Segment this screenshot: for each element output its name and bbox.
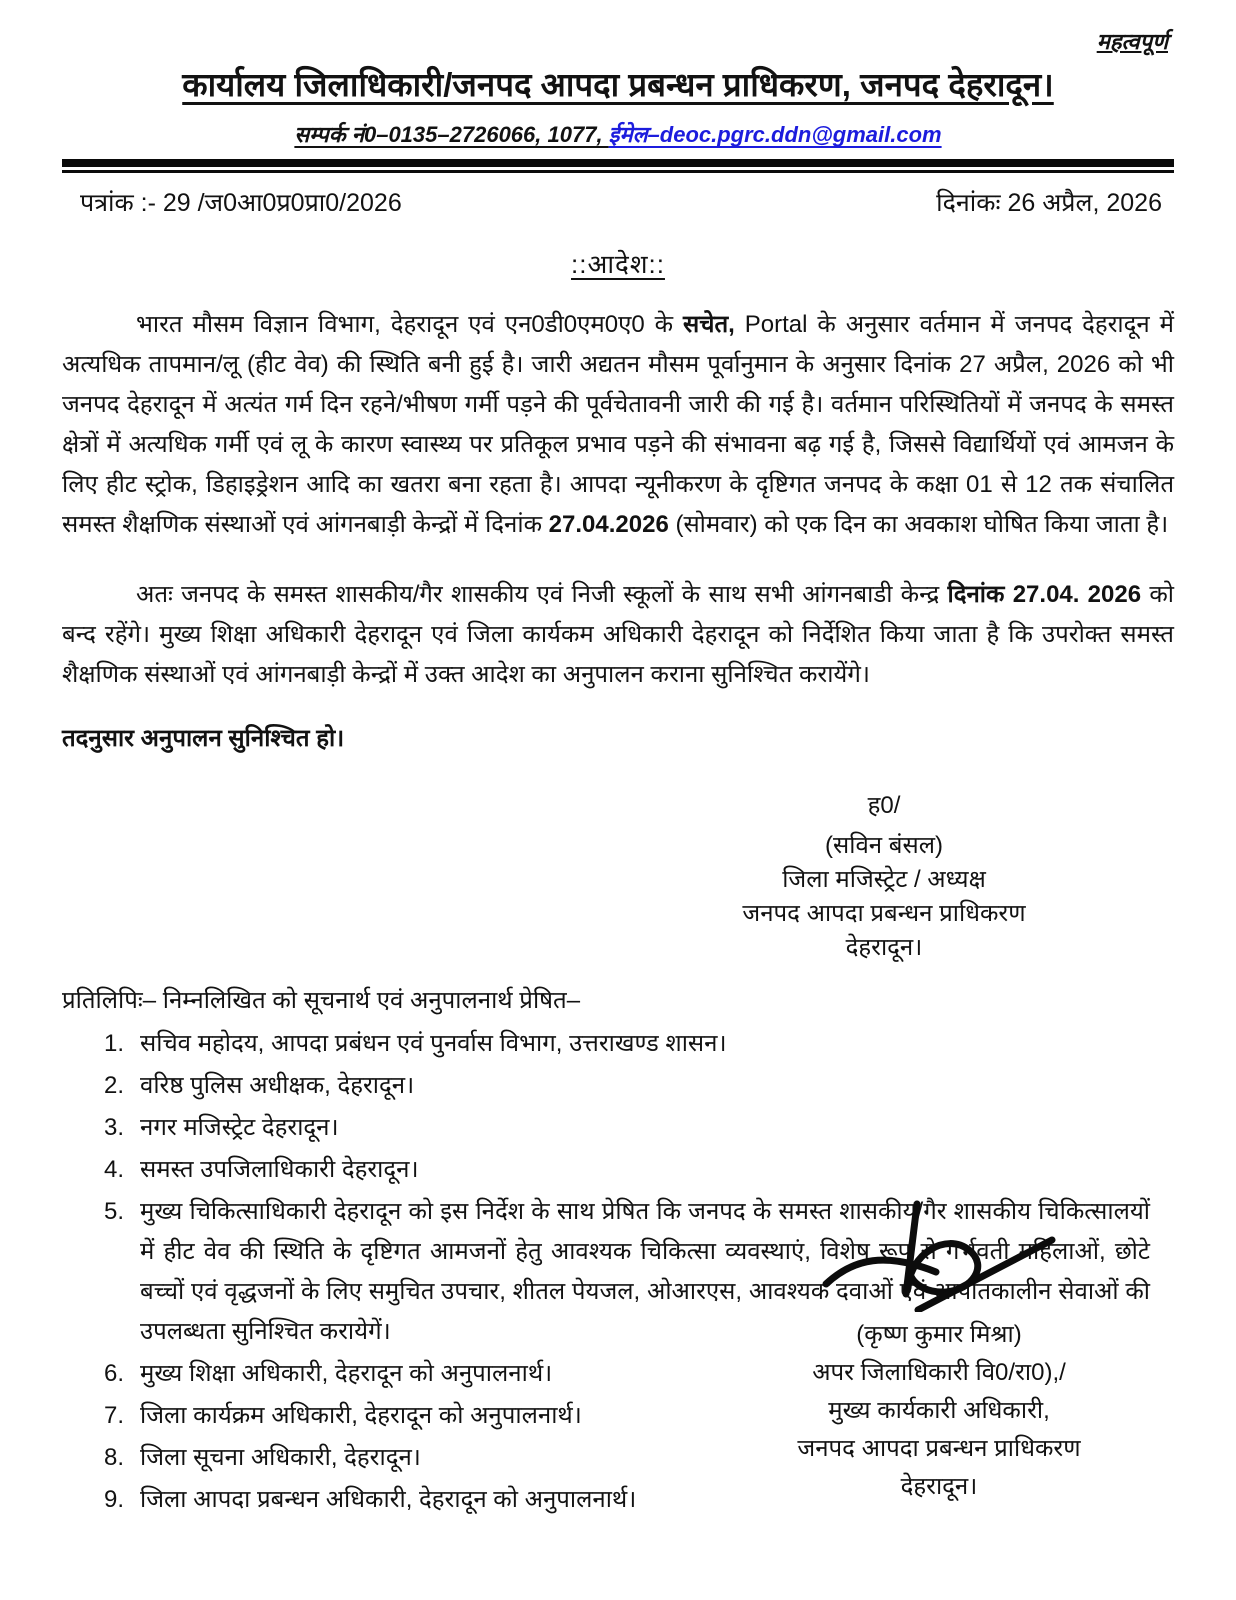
item-text: सचिव महोदय, आपदा प्रबंधन एवं पुनर्वास विभाग, उत्तराखण्ड शासन।: [140, 1030, 727, 1058]
signature-block-issuer: [674, 789, 1094, 965]
list-item: [62, 1066, 1174, 1106]
office-title: [62, 64, 1174, 105]
meta-row: [62, 185, 1174, 219]
officer-designation-3: जनपद आपदा प्रबन्धन प्राधिकरण: [797, 1435, 1081, 1462]
contact-email-link[interactable]: ईमेल–deoc.pgrc.ddn@gmail.com: [608, 122, 942, 148]
para1-text-a: भारत मौसम विज्ञान विभाग, देहरादून एवं एन0डी0एम0ए0 के: [136, 311, 684, 339]
item-text: जिला सूचना अधिकारी, देहरादून।: [140, 1444, 421, 1472]
item-text: जिला कार्यक्रम अधिकारी, देहरादून को अनुपालनार्थ।: [140, 1402, 582, 1430]
item-number: 6.: [104, 1360, 125, 1388]
copy-to-heading: प्रतिलिपिः– निम्नलिखित को सूचनार्थ एवं अनुपालनार्थ प्रेषित–: [62, 987, 581, 1015]
item-text: मुख्य शिक्षा अधिकारी, देहरादून को अनुपालनार्थ।: [140, 1360, 553, 1388]
item-number: 7.: [104, 1402, 125, 1430]
item-number: 3.: [104, 1114, 125, 1142]
officer-designation-2: मुख्य कार्यकारी अधिकारी,: [828, 1397, 1050, 1424]
para1-bold-date: 27.04.2026: [548, 511, 669, 539]
signed-mark: ह0/: [867, 792, 901, 820]
list-item: [62, 1024, 1174, 1064]
para2-text-a: अतः जनपद के समस्त शासकीय/गैर शासकीय एवं निजी स्कूलों के साथ सभी आंगनबाडी केन्द्र: [136, 581, 948, 609]
letter-number: पत्रांक :- 29 /ज0आ0प्र0प्रा0/2026: [80, 189, 402, 218]
issuer-designation-2: जनपद आपदा प्रबन्धन प्राधिकरण: [742, 900, 1026, 928]
para1-text-c: Portal के अनुसार वर्तमान में जनपद देहरादून में अत्यधिक तापमान/लू (हीट वेव) की स्थिति बनी हुई है। जारी अद्यतन मौसम पूर्वानुमान के अनुसार दिनांक 27 अप्रैल, 2026 को भी जनपद देहरादून में अत्यंत गर्म दिन रहने/भीषण गर्मी पड़ने की पूर्वचेतावनी जारी की गई है। वर्तमान परिस्थितियों में जनपद के समस्त क्षेत्रों में अत्यधिक गर्मी एवं लू के कारण स्वास्थ्य पर प्रतिकूल प्रभाव पड़ने की संभावना बढ़ गई है, जिससे विद्यार्थियों एवं आमजन के लिए हीट स्ट्रोक, डिहाइड्रेशन आदि का खतरा बना रहता है। आपदा न्यूनीकरण के दृष्टिगत जनपद के कक्षा 01 से 12 तक संचालित समस्त शैक्षणिक संस्थाओं एवं आंगनबाड़ी केन्द्रों में दिनांक: [62, 311, 1174, 539]
header-divider: [62, 159, 1174, 173]
contact-line: [62, 119, 1174, 149]
officer-designation-1: अपर जिलाधिकारी वि0/रा0),/: [812, 1359, 1066, 1386]
item-number: 1.: [104, 1030, 125, 1058]
list-item: [62, 1108, 1174, 1148]
order-paragraph-2: [62, 575, 1174, 695]
contact-phone: सम्पर्क नं0–0135–2726066, 1077,: [294, 122, 609, 148]
item-text: नगर मजिस्ट्रेट देहरादून।: [140, 1114, 339, 1142]
signature-block-officer: [704, 1192, 1174, 1506]
para2-bold-date: दिनांक 27.04. 2026: [947, 581, 1142, 609]
handwritten-signature-icon: [814, 1192, 1064, 1312]
closing-line: तदनुसार अनुपालन सुनिश्चित हो।: [62, 725, 345, 753]
item-text: मुख्य चिकित्साधिकारी देहरादून को इस निर्देश के साथ प्रेषित कि जनपद के समस्त शासकीय/गैर शासकीय चिकित्सालयों में हीट वेव की स्थिति के दृष्टिगत आमजनों हेतु आवश्यक चिकित्सा व्यवस्थाएं, विशेष रूप से गर्भवती महिलाओं, छोटे बच्चों एवं वृद्धजनों के लिए समुचित उपचार, शीतल पेयजल, ओआरएस, आवश्यक दवाओं एवं आपातकालीन सेवाओं की उपलब्धता सुनिश्चित करायेगें।: [140, 1198, 1150, 1346]
officer-designation-4: देहरादून।: [900, 1473, 978, 1500]
issuer-designation-3: देहरादून।: [845, 934, 923, 962]
para1-text-e: (सोमवार) को एक दिन का अवकाश घोषित किया जाता है।: [668, 511, 1169, 539]
order-heading-text: ::आदेश::: [571, 249, 665, 280]
order-paragraph-1: [62, 305, 1174, 545]
para2-text-c: को बन्द रहेंगे। मुख्य शिक्षा अधिकारी देहरादून एवं जिला कार्यकम अधिकारी देहरादून को निर्देशित किया जाता है कि उपरोक्त समस्त शैक्षणिक संस्थाओं एवं आंगनबाड़ी केन्द्रों में उक्त आदेश का अनुपालन कराना सुनिश्चित करायेंगे।: [62, 581, 1174, 689]
letter-date: दिनांकः 26 अप्रैल, 2026: [936, 189, 1162, 218]
issuer-designation-1: जिला मजिस्ट्रेट / अध्यक्ष: [782, 866, 986, 894]
officer-name: (कृष्ण कुमार मिश्रा): [856, 1321, 1022, 1348]
item-number: 9.: [104, 1486, 125, 1514]
issuer-name: (सविन बंसल): [825, 832, 943, 860]
item-text: समस्त उपजिलाधिकारी देहरादून।: [140, 1156, 419, 1184]
item-number: 5.: [104, 1198, 125, 1226]
item-number: 8.: [104, 1444, 125, 1472]
item-text: जिला आपदा प्रबन्धन अधिकारी, देहरादून को अनुपालनार्थ।: [140, 1486, 637, 1514]
item-text: वरिष्ठ पुलिस अधीक्षक, देहरादून।: [140, 1072, 415, 1100]
order-heading: [62, 245, 1174, 281]
list-item: [62, 1150, 1174, 1190]
item-number: 4.: [104, 1156, 125, 1184]
importance-tag: महत्वपूर्ण: [1096, 29, 1168, 54]
office-title-text: कार्यालय जिलाधिकारी/जनपद आपदा प्रबन्धन प्राधिकरण, जनपद देहरादून।: [182, 66, 1054, 103]
para1-bold-sachet: सचेत,: [683, 311, 735, 339]
item-number: 2.: [104, 1072, 125, 1100]
